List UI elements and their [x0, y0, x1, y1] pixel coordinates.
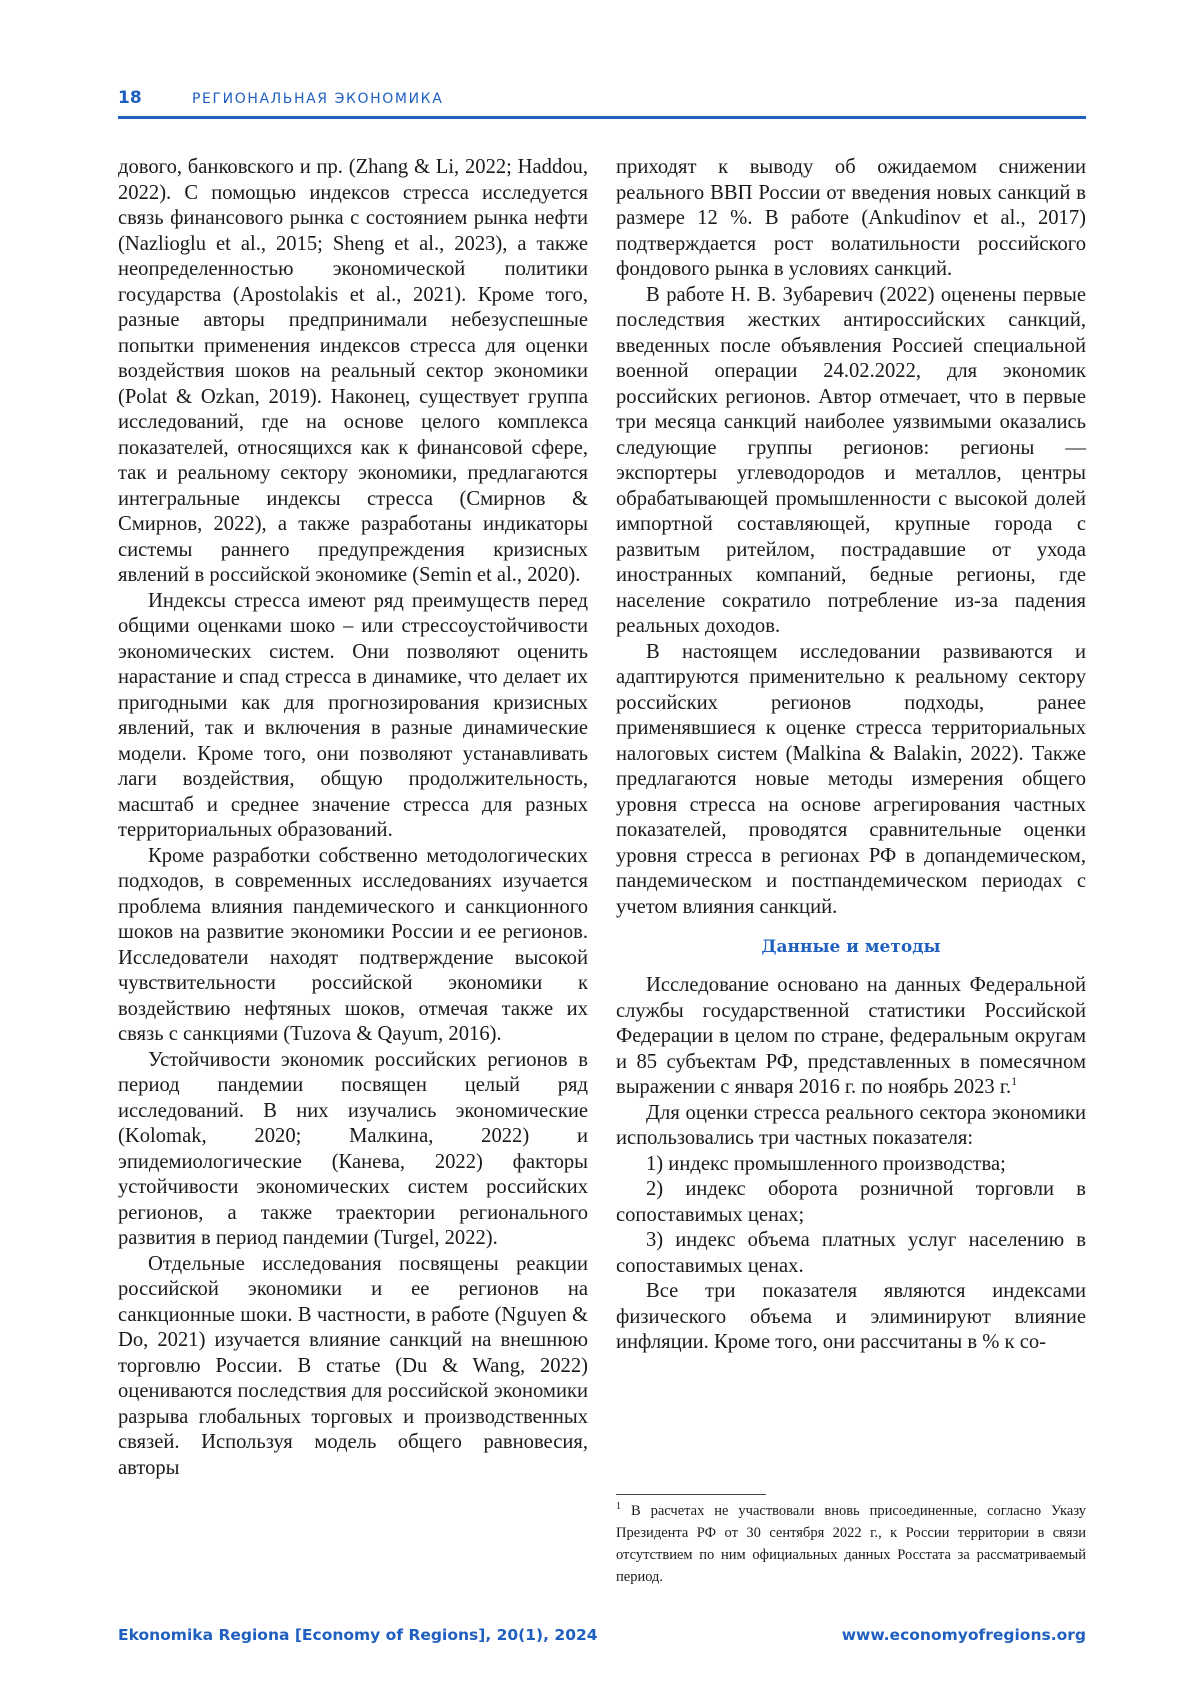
paragraph: Все три показателя являются индексами физического объема и элиминируют влияние инфляции. Кроме того, они рассчитаны в % к со- [616, 1280, 1086, 1353]
list-item: 2) индекс оборота розничной торговли в сопоставимых ценах; [616, 1178, 1086, 1226]
header-rule [118, 116, 1086, 119]
paragraph: дового, банковского и пр. (Zhang & Li, 2022; Haddou, 2022). С помощью индексов стресса исследуется связь финансового рынка с состоянием рынка нефти (Nazlioglu et al., 2015; Sheng et al., 2023), а также неопределенностью экономической политики государства (Apostolakis et al., 2021). Кроме того, разные авторы предпринимали небезуспешные попытки применения индексов стресса для оценки воздействия шоков на реальный сектор экономики (Polat & Ozkan, 2019). Наконец, существует группа исследований, где на основе целого комплекса показателей, относящихся как к финансовой сфере, так и реальному сектору экономики, предлагаются интегральные индексы стресса (Смирнов & Смирнов, 2022), а также разработаны индикаторы системы раннего предупреждения кризисных явлений в российской экономике (Semin et al., 2020). [118, 156, 588, 586]
paragraph: Отдельные исследования посвящены реакции российской экономики и ее регионов на санкционные шоки. В частности, в работе (Nguyen & Do, 2021) изучается влияние санкций на внешнюю торговлю России. В статье (Du & Wang, 2022) оцениваются последствия для российской экономики разрыва глобальных торговых и производственных связей. Используя модель общего равновесия, авторы [118, 1252, 588, 1479]
list-item: 3) индекс объема платных услуг населению в сопоставимых ценах. [616, 1229, 1086, 1277]
paragraph [616, 973, 1086, 1101]
page-footer [118, 1626, 1086, 1650]
list-item: 1) индекс промышленного производства; [646, 1152, 1006, 1175]
paragraph: Кроме разработки собственно методологических подходов, в современных исследованиях изучается проблема влияния пандемического и санкционного шоков на развитие экономики России и ее регионов. Исследователи находят подтверждение высокой чувствительности российской экономики к воздействию нефтяных шоков, отмечая также их связь с санкциями (Tuzova & Qayum, 2016). [118, 844, 588, 1045]
paragraph: В работе Н. В. Зубаревич (2022) оценены первые последствия жестких антироссийских санкций, введенных после объявления Россией специальной военной операции 24.02.2022, для экономик российских регионов. Автор отмечает, что в первые три месяца санкций наиболее уязвимыми оказались следующие группы регионов: регионы — экспортеры углеводородов и металлов, центры обрабатывающей промышленности с высокой долей импортной составляющей, крупные города с развитым ритейлом, пострадавшие от ухода иностранных компаний, бедные регионы, где население сократило потребление из-за падения реальных доходов. [616, 283, 1086, 637]
paragraph: Индексы стресса имеют ряд преимуществ перед общими оценками шоко – или стрессоустойчивости экономических систем. Они позволяют оценить нарастание и спад стресса в динамике, что делает их пригодными как для прогнозирования кризисных явлений, так и включения в разные динамические модели. Кроме того, они позволяют устанавливать лаги воздействия, общую продолжительность, масштаб и среднее значение стресса для разных территориальных образований. [118, 589, 588, 841]
section-heading: Данные и методы [761, 937, 941, 957]
right-column [616, 155, 1086, 1356]
page-number: 18 [118, 88, 142, 108]
journal-website-link[interactable]: www.economyofregions.org [841, 1626, 1086, 1644]
left-column [118, 155, 588, 1481]
footnote [616, 1500, 1086, 1588]
paragraph: Для оценки стресса реального сектора экономики использовались три частных показателя: [616, 1101, 1086, 1149]
running-head: РЕГИОНАЛЬНАЯ ЭКОНОМИКА [192, 91, 444, 107]
page-header [118, 84, 1086, 118]
paragraph: приходят к выводу об ожидаемом снижении реального ВВП России от введения новых санкций в размере 12 %. В работе (Ankudinov et al., 2017) подтверждается рост волатильности российского фондового рынка в условиях санкций. [616, 156, 1086, 280]
footnote-rule [616, 1494, 766, 1495]
footnote-text: В расчетах не участвовали вновь присоединенные, согласно Указу Президента РФ от 30 сентября 2022 г., к России территории в связи отсутствием по ним официальных данных Росстата за рассматриваемый период. [616, 1503, 1086, 1585]
paragraph: Устойчивости экономик российских регионов в период пандемии посвящен целый ряд исследований. В них изучались экономические (Kolomak, 2020; Малкина, 2022) и эпидемиологические (Канева, 2022) факторы устойчивости экономических систем российских регионов, а также траектории регионального развития в период пандемии (Turgel, 2022). [118, 1048, 588, 1249]
footnote-number: 1 [616, 1501, 621, 1513]
footnote-reference[interactable]: 1 [1011, 1074, 1018, 1089]
journal-citation: Ekonomika Regiona [Economy of Regions], 20(1), 2024 [118, 1626, 598, 1644]
paragraph: В настоящем исследовании развиваются и адаптируются применительно к реальному сектору российских регионов подходы, ранее применявшиеся к оценке стресса территориальных налоговых систем (Malkina & Balakin, 2022). Также предлагаются новые методы измерения общего уровня стресса на основе агрегирования частных показателей, проводятся сравнительные оценки уровня стресса в регионах РФ в допандемическом, пандемическом и постпандемическом периодах с учетом влияния санкций. [616, 640, 1086, 918]
paragraph-text: Исследование основано на данных Федеральной службы государственной статистики Российской Федерации в целом по стране, федеральным округам и 85 субъектам РФ, представленных в помесячном выражении с января 2016 г. по ноябрь 2023 г. [616, 974, 1086, 1098]
